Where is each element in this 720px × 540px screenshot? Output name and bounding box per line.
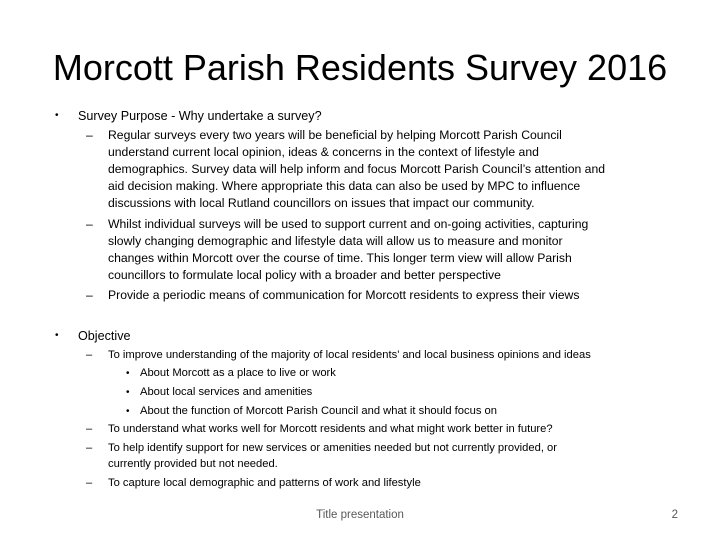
purpose-heading: Survey Purpose - Why undertake a survey? [78, 109, 322, 123]
purpose-item-2-line-2: slowly changing demographic and lifestyle data will allow us to measure and monitor [108, 234, 563, 248]
objective-item-3-line-1: To help identify support for new services or amenities needed but not currently provided, or [108, 442, 557, 454]
objective-heading: Objective [78, 329, 131, 343]
purpose-item-1-line-1: Regular surveys every two years will be beneficial by helping Morcott Parish Council [108, 128, 562, 142]
dash-icon: – [86, 349, 93, 361]
dash-icon: – [86, 288, 93, 302]
objective-subitem-1: About Morcott as a place to live or work [140, 367, 336, 379]
bullet-dot-icon: • [126, 406, 130, 417]
purpose-item-2-line-1: Whilst individual surveys will be used to support current and on-going activities, capturing [108, 217, 589, 231]
bullet-dot-icon: • [55, 330, 59, 341]
objective-item-4: To capture local demographic and patterns of work and lifestyle [108, 477, 421, 489]
purpose-item-2-line-4: councillors to formulate local policy with a broader and better perspective [108, 268, 501, 282]
objective-item-2: To understand what works well for Morcott residents and what might work better in future? [108, 423, 553, 435]
objective-subitem-3: About the function of Morcott Parish Council and what it should focus on [140, 405, 497, 417]
objective-subitem-2: About local services and amenities [140, 386, 313, 398]
dash-icon: – [86, 442, 93, 454]
dash-icon: – [86, 477, 93, 489]
purpose-item-1-line-5: discussions with local Rutland councillors on issues that impact our community. [108, 196, 535, 210]
purpose-item-2-line-3: changes within Morcott over the course of time. This longer term view will allow Parish [108, 251, 572, 265]
objective-item-3-line-2: currently provided but not needed. [108, 458, 278, 470]
purpose-item-1-line-2: understand current local opinion, ideas & concerns in the context of lifestyle and [108, 145, 539, 159]
dash-icon: – [86, 128, 93, 142]
bullet-dot-icon: • [126, 368, 130, 379]
page-number: 2 [671, 509, 678, 521]
bullet-dot-icon: • [55, 110, 59, 121]
purpose-item-3-line-1: Provide a periodic means of communication for Morcott residents to express their views [108, 288, 580, 302]
bullet-dot-icon: • [126, 387, 130, 398]
dash-icon: – [86, 217, 93, 231]
purpose-item-1-line-3: demographics. Survey data will help inform and focus Morcott Parish Council’s attention and [108, 162, 606, 176]
dash-icon: – [86, 423, 93, 435]
purpose-item-1-line-4: aid decision making. Where appropriate this data can also be used by MPC to influence [108, 179, 581, 193]
slide-title: Morcott Parish Residents Survey 2016 [52, 47, 668, 88]
objective-item-1: To improve understanding of the majority of local residents’ and local business opinions and ideas [108, 349, 591, 361]
footer-text: Title presentation [316, 509, 404, 521]
